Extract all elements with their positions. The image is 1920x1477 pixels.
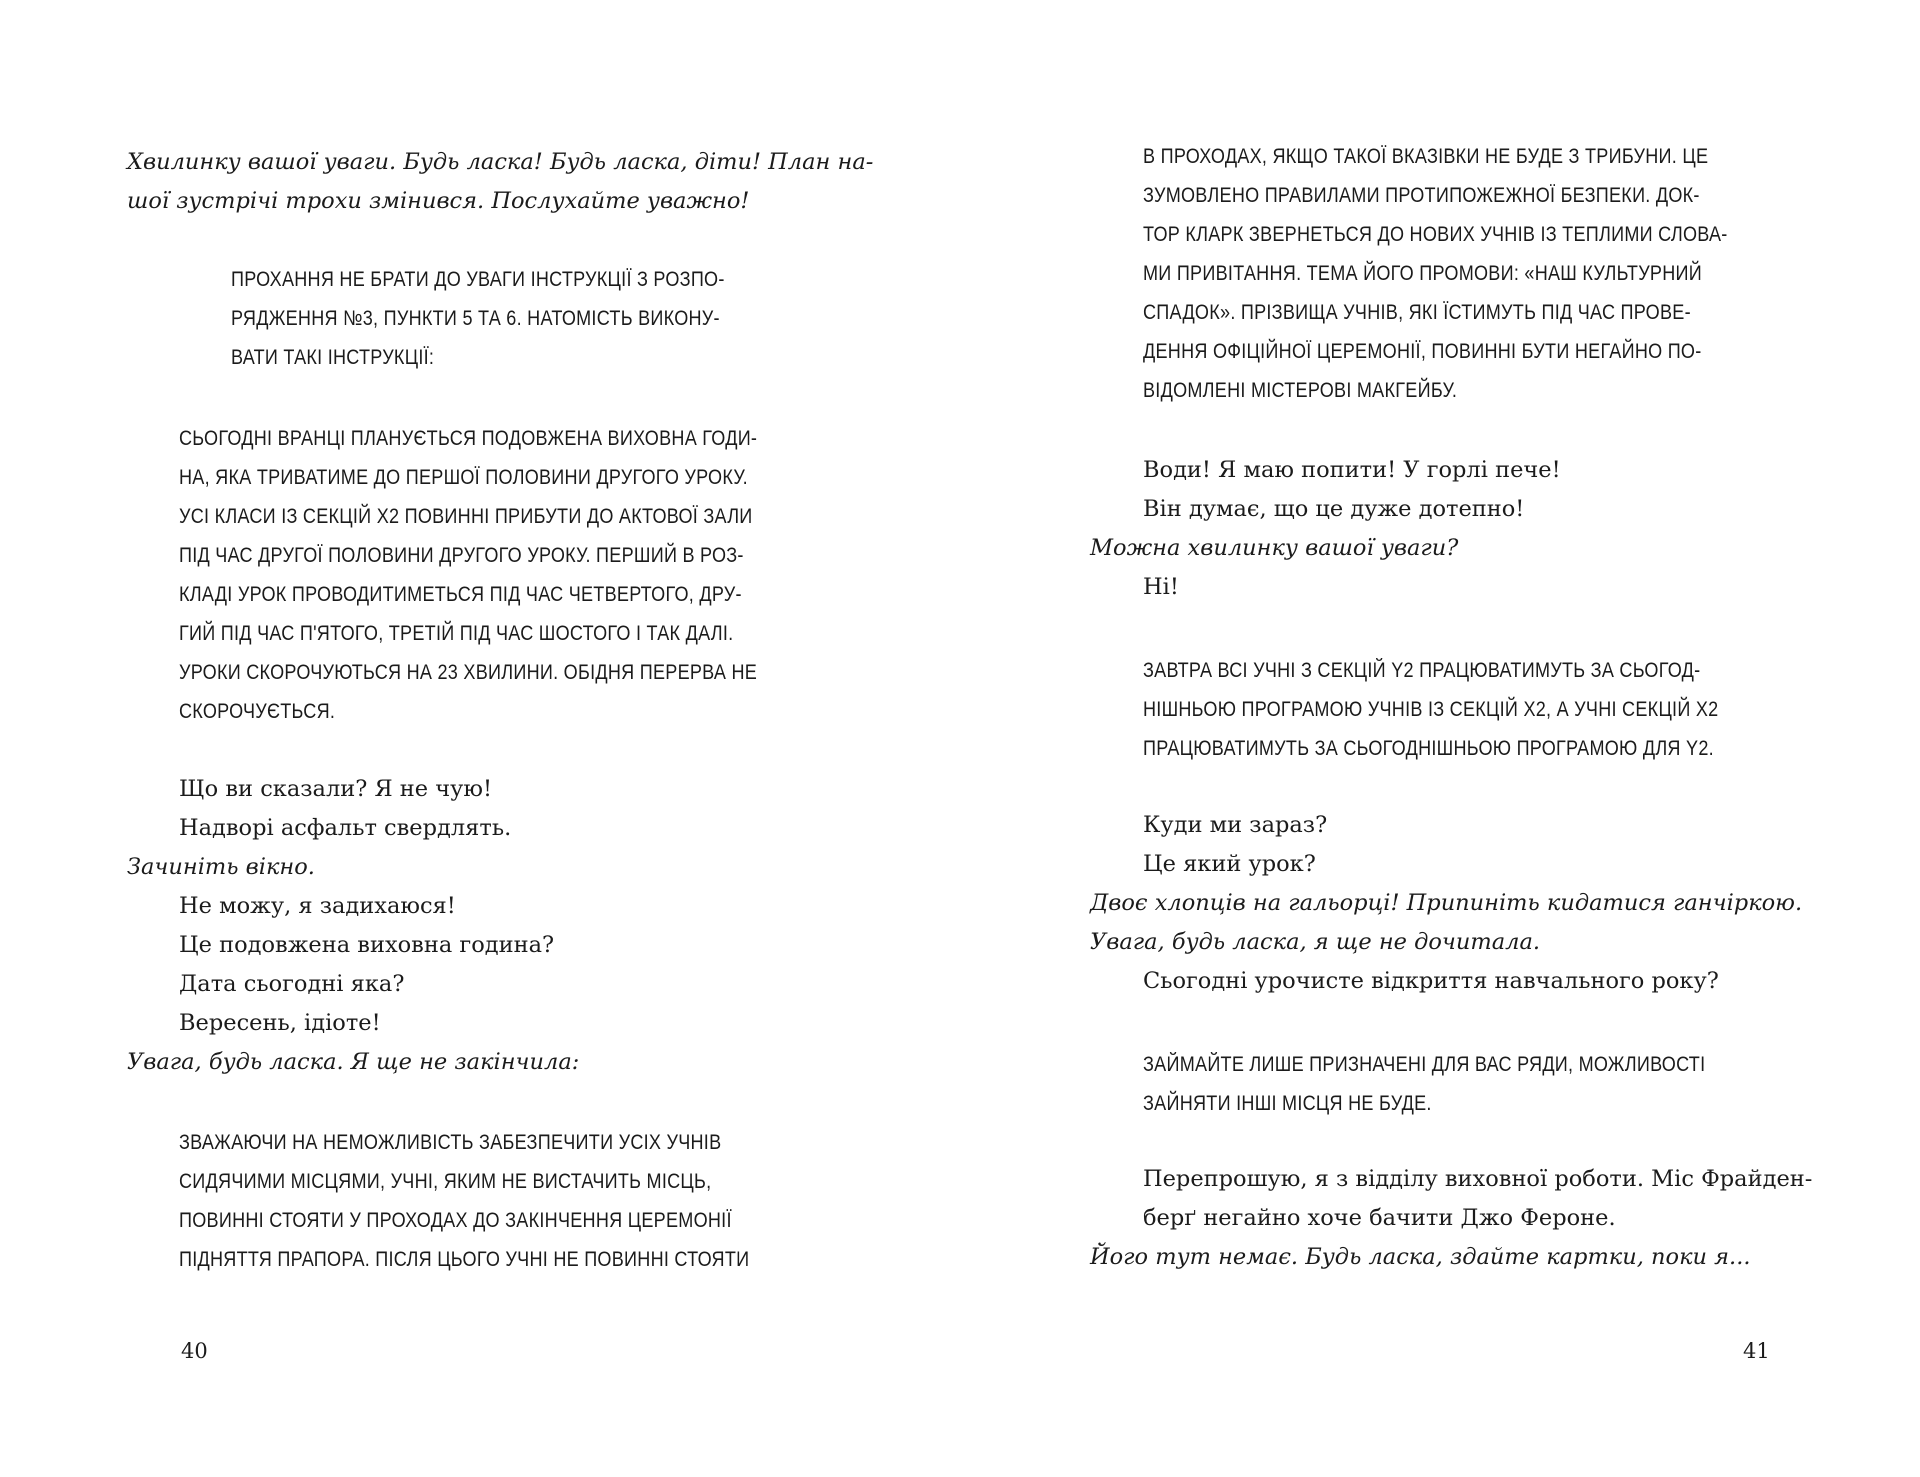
instruction-block bbox=[179, 419, 757, 731]
text-line: НА, ЯКА ТРИВАТИМЕ ДО ПЕРШОЇ ПОЛОВИНИ ДРУГОГО УРОКУ. bbox=[179, 466, 748, 489]
page-number-right: 41 bbox=[1743, 1339, 1770, 1363]
text-line: ВАТИ ТАКІ ІНСТРУКЦІЇ: bbox=[231, 346, 435, 369]
text-line: Сьогодні урочисте відкриття навчального року? bbox=[1143, 968, 1719, 994]
announcement-intro bbox=[127, 143, 873, 221]
dialogue-block bbox=[1143, 962, 1719, 1001]
text-line: Ні! bbox=[1143, 574, 1179, 600]
text-line: Не можу, я задихаюся! bbox=[179, 893, 456, 919]
text-line: Перепрошую, я з відділу виховної роботи. Міс Фрайден- bbox=[1143, 1166, 1813, 1192]
teacher-line bbox=[127, 848, 315, 887]
text-line: Вересень, ідіоте! bbox=[179, 1010, 381, 1036]
text-line: шої зустрічі трохи змінився. Послухайте уважно! bbox=[127, 188, 750, 214]
text-line: ПОВИННІ СТОЯТИ У ПРОХОДАХ ДО ЗАКІНЧЕННЯ ЦЕРЕМОНІЇ bbox=[179, 1209, 732, 1232]
text-line: Це подовжена виховна година? bbox=[179, 932, 555, 958]
text-line: ПРОХАННЯ НЕ БРАТИ ДО УВАГИ ІНСТРУКЦІЇ З РОЗПО- bbox=[231, 268, 725, 291]
text-line: ПІДНЯТТЯ ПРАПОРА. ПІСЛЯ ЦЬОГО УЧНІ НЕ ПОВИННІ СТОЯТИ bbox=[179, 1248, 750, 1271]
text-line: ПРАЦЮВАТИМУТЬ ЗА СЬОГОДНІШНЬОЮ ПРОГРАМОЮ ДЛЯ Y2. bbox=[1143, 737, 1714, 760]
text-line: Зачиніть вікно. bbox=[127, 854, 315, 880]
dialogue-block bbox=[1143, 451, 1561, 529]
instruction-block bbox=[1143, 137, 1728, 410]
teacher-line bbox=[127, 1043, 579, 1082]
text-line: ТОР КЛАРК ЗВЕРНЕТЬСЯ ДО НОВИХ УЧНІВ ІЗ ТЕПЛИМИ СЛОВА- bbox=[1143, 223, 1728, 246]
text-line: ЗУМОВЛЕНО ПРАВИЛАМИ ПРОТИПОЖЕЖНОЇ БЕЗПЕКИ. ДОК- bbox=[1143, 184, 1700, 207]
dialogue-block bbox=[1143, 1160, 1812, 1238]
text-line: ВІДОМЛЕНІ МІСТЕРОВІ МАКГЕЙБУ. bbox=[1143, 379, 1458, 402]
teacher-line bbox=[1090, 1238, 1751, 1277]
text-line: СЬОГОДНІ ВРАНЦІ ПЛАНУЄТЬСЯ ПОДОВЖЕНА ВИХОВНА ГОДИ- bbox=[179, 427, 758, 450]
text-line: Його тут немає. Будь ласка, здайте картки, поки я... bbox=[1090, 1244, 1751, 1270]
text-line: Куди ми зараз? bbox=[1143, 812, 1328, 838]
teacher-line bbox=[1090, 529, 1458, 568]
instruction-block bbox=[1143, 651, 1718, 768]
text-line: РЯДЖЕННЯ №3, ПУНКТИ 5 ТА 6. НАТОМІСТЬ ВИКОНУ- bbox=[231, 307, 720, 330]
text-line: НІШНЬОЮ ПРОГРАМОЮ УЧНІВ ІЗ СЕКЦІЙ X2, А УЧНІ СЕКЦІЙ X2 bbox=[1143, 698, 1719, 721]
instruction-block bbox=[231, 260, 725, 377]
text-line: ПІД ЧАС ДРУГОЇ ПОЛОВИНИ ДРУГОГО УРОКУ. ПЕРШИЙ В РОЗ- bbox=[179, 544, 744, 567]
text-line: Увага, будь ласка. Я ще не закінчила: bbox=[127, 1049, 580, 1075]
text-line: КЛАДІ УРОК ПРОВОДИТИМЕТЬСЯ ПІД ЧАС ЧЕТВЕРТОГО, ДРУ- bbox=[179, 583, 742, 606]
instruction-block bbox=[1143, 1045, 1705, 1123]
text-line: ЗАВТРА ВСІ УЧНІ З СЕКЦІЙ Y2 ПРАЦЮВАТИМУТЬ ЗА СЬОГОД- bbox=[1143, 659, 1701, 682]
text-line: СИДЯЧИМИ МІСЦЯМИ, УЧНІ, ЯКИМ НЕ ВИСТАЧИТЬ МІСЦЬ, bbox=[179, 1170, 712, 1193]
text-line: Води! Я маю попити! У горлі пече! bbox=[1143, 457, 1561, 483]
text-line: СКОРОЧУЄТЬСЯ. bbox=[179, 700, 336, 723]
text-line: берґ негайно хоче бачити Джо Фероне. bbox=[1143, 1205, 1616, 1231]
text-line: Можна хвилинку вашої уваги? bbox=[1090, 535, 1459, 561]
instruction-block bbox=[179, 1123, 749, 1279]
text-line: МИ ПРИВІТАННЯ. ТЕМА ЙОГО ПРОМОВИ: «НАШ КУЛЬТУРНИЙ bbox=[1143, 262, 1703, 285]
text-line: ГИЙ ПІД ЧАС П'ЯТОГО, ТРЕТІЙ ПІД ЧАС ШОСТОГО І ТАК ДАЛІ. bbox=[179, 622, 734, 645]
text-line: СПАДОК». ПРІЗВИЩА УЧНІВ, ЯКІ ЇСТИМУТЬ ПІД ЧАС ПРОВЕ- bbox=[1143, 301, 1691, 324]
text-line: Дата сьогодні яка? bbox=[179, 971, 405, 997]
text-line: ДЕННЯ ОФІЦІЙНОЇ ЦЕРЕМОНІЇ, ПОВИННІ БУТИ НЕГАЙНО ПО- bbox=[1143, 340, 1702, 363]
text-line: ЗАЙНЯТИ ІНШІ МІСЦЯ НЕ БУДЕ. bbox=[1143, 1092, 1432, 1115]
text-line: Це який урок? bbox=[1143, 851, 1316, 877]
text-line: ЗАЙМАЙТЕ ЛИШЕ ПРИЗНАЧЕНІ ДЛЯ ВАС РЯДИ, МОЖЛИВОСТІ bbox=[1143, 1053, 1706, 1076]
text-line: В ПРОХОДАХ, ЯКЩО ТАКОЇ ВКАЗІВКИ НЕ БУДЕ З ТРИБУНИ. ЦЕ bbox=[1143, 145, 1709, 168]
right-page bbox=[960, 0, 1920, 1477]
text-line: УРОКИ СКОРОЧУЮТЬСЯ НА 23 ХВИЛИНИ. ОБІДНЯ ПЕРЕРВА НЕ bbox=[179, 661, 758, 684]
page-number-left: 40 bbox=[181, 1339, 208, 1363]
dialogue-block bbox=[179, 887, 554, 1043]
dialogue-block bbox=[1143, 806, 1327, 884]
text-line: Двоє хлопців на гальорці! Припиніть кидатися ганчіркою. bbox=[1090, 890, 1803, 916]
text-line: Хвилинку вашої уваги. Будь ласка! Будь ласка, діти! План на- bbox=[127, 149, 874, 175]
text-line: УСІ КЛАСИ ІЗ СЕКЦІЙ X2 ПОВИННІ ПРИБУТИ ДО АКТОВОЇ ЗАЛИ bbox=[179, 505, 753, 528]
teacher-line bbox=[1090, 884, 1802, 962]
text-line: ЗВАЖАЮЧИ НА НЕМОЖЛИВІСТЬ ЗАБЕЗПЕЧИТИ УСІХ УЧНІВ bbox=[179, 1131, 722, 1154]
dialogue-block bbox=[1143, 568, 1179, 607]
dialogue-block bbox=[179, 770, 511, 848]
text-line: Він думає, що це дуже дотепно! bbox=[1143, 496, 1525, 522]
text-line: Надворі асфальт свердлять. bbox=[179, 815, 512, 841]
text-line: Увага, будь ласка, я ще не дочитала. bbox=[1090, 929, 1541, 955]
text-line: Що ви сказали? Я не чую! bbox=[179, 776, 492, 802]
